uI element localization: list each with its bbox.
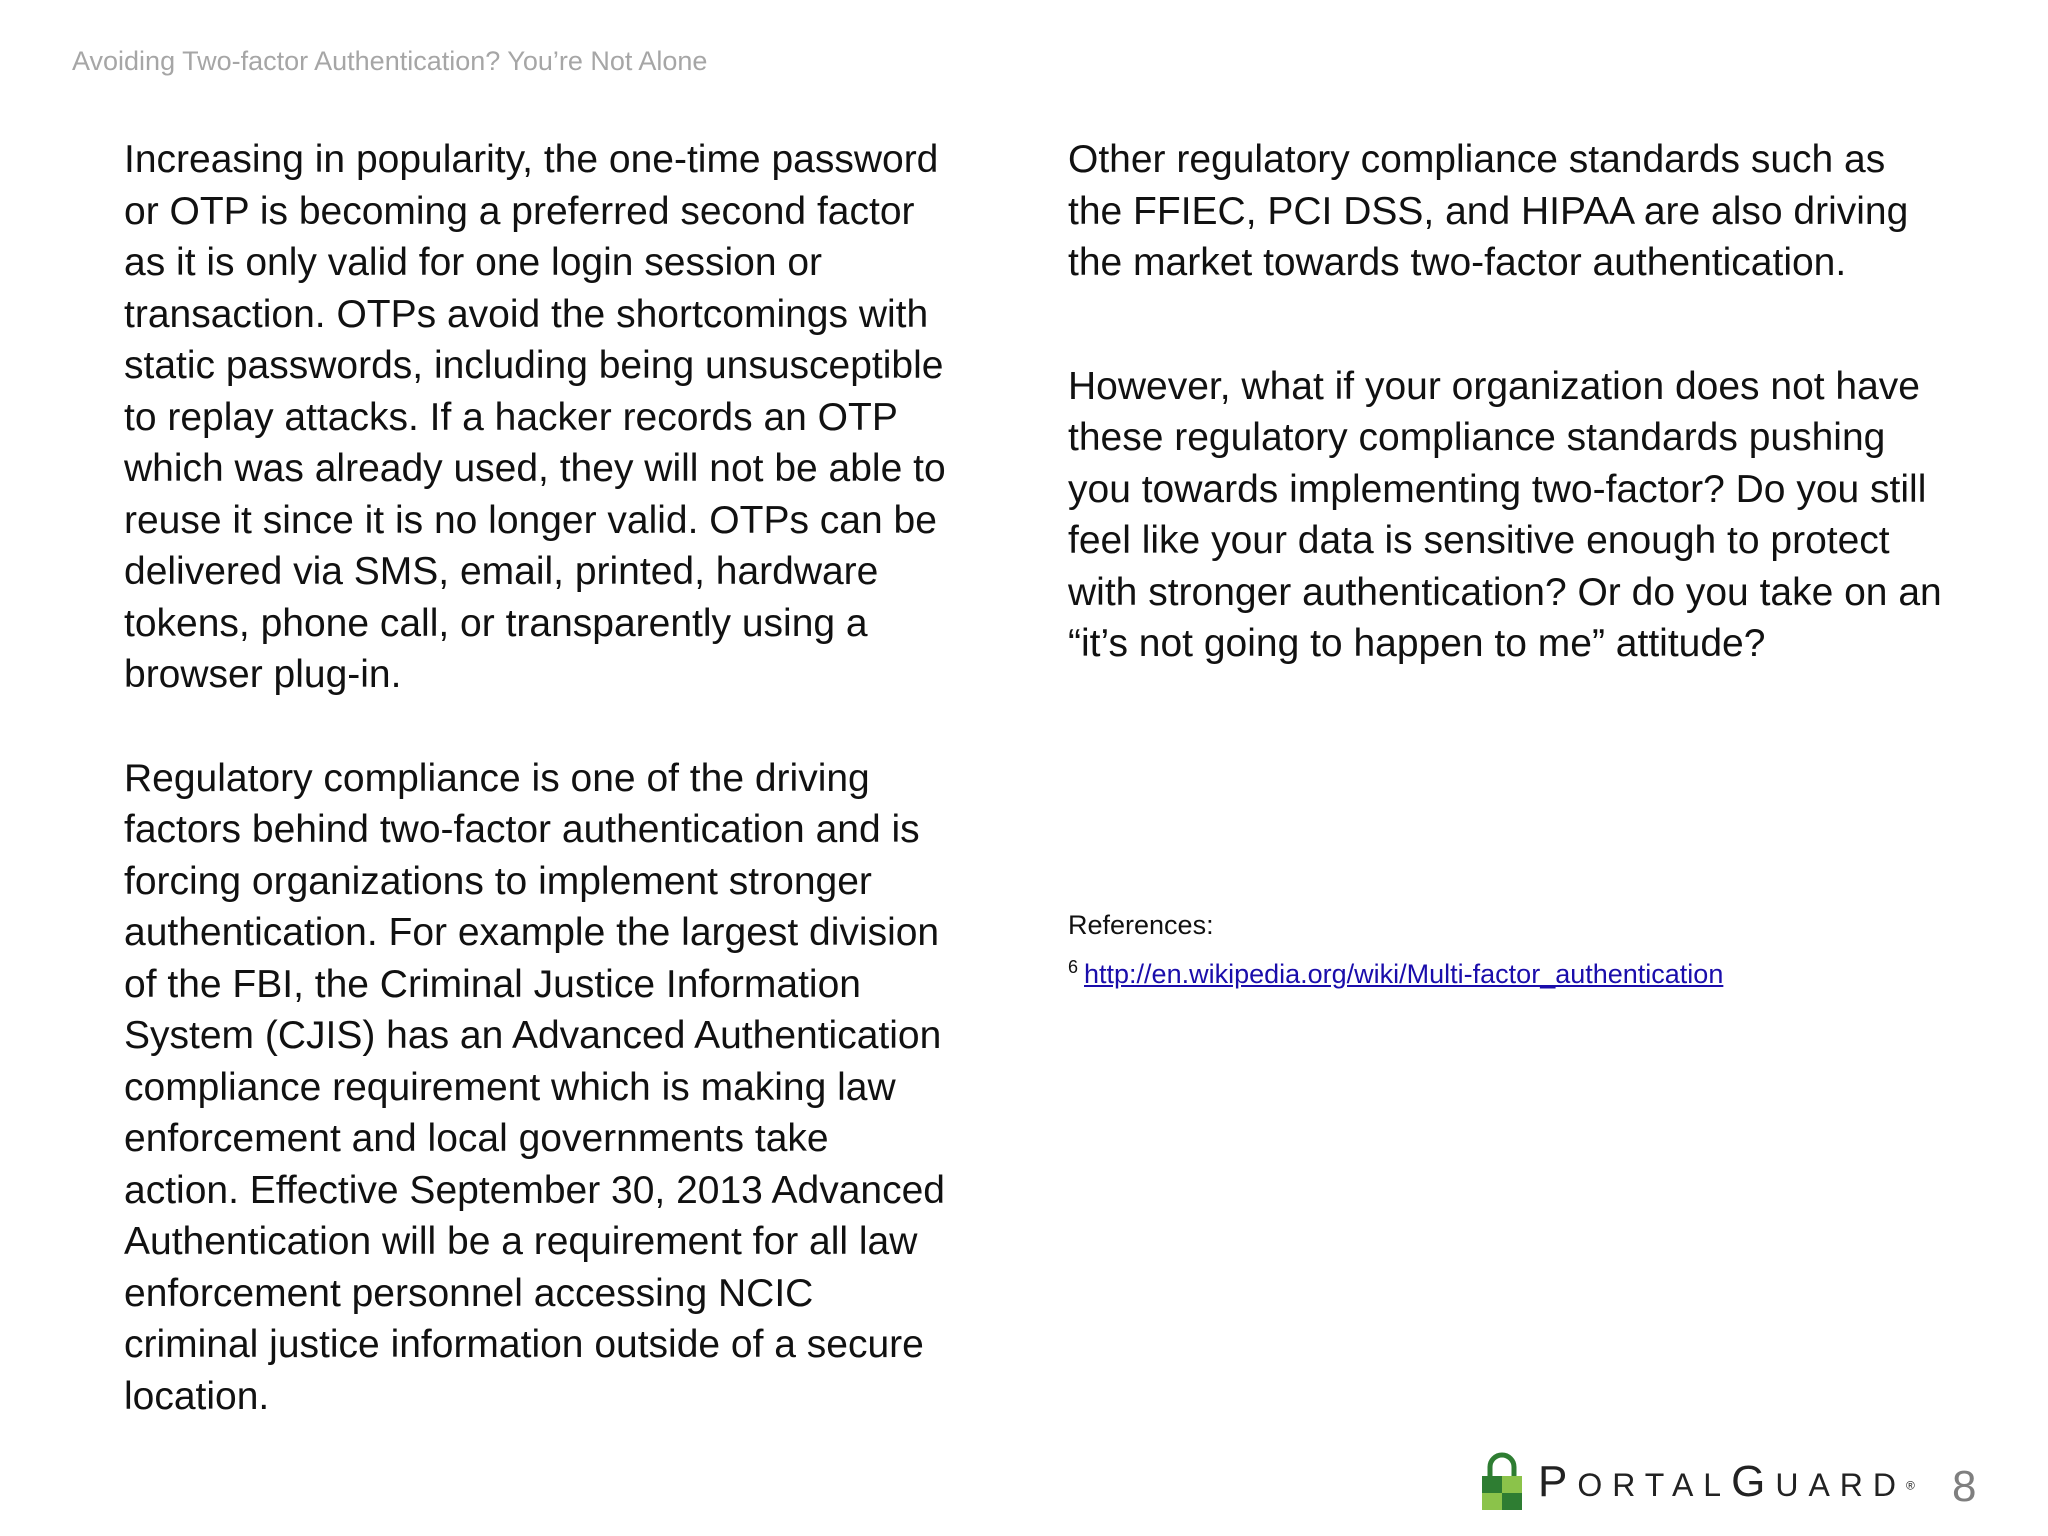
brand-rest-ortal: ORTAL (1577, 1467, 1732, 1503)
brand-rest-uard: UARD (1775, 1467, 1906, 1503)
brand-wordmark (1538, 1457, 1915, 1506)
paragraph-otp: Increasing in popularity, the one-time password or OTP is becoming a preferred second factor as it is only valid for one login session or transaction. OTPs avoid the shortcomings with static passwords, including being unsusceptible to replay attacks. If a hacker records an OTP which was already used, they will not be able to reuse it since it is no longer valid. OTPs can be delivered via SMS, email, printed, hardware tokens, phone call, or transparently using a browser plug-in. (124, 138, 946, 696)
reference-item (1068, 946, 1723, 995)
references-heading: References: (1068, 910, 1214, 940)
brand-initial-p: P (1538, 1457, 1578, 1506)
references-section (1068, 904, 1723, 995)
right-column (1068, 134, 1948, 670)
brand-initial-g: G (1731, 1457, 1776, 1506)
page-number: 8 (1952, 1462, 1977, 1511)
paragraph-regulatory-compliance: Regulatory compliance is one of the driving factors behind two-factor authentication and is forcing organizations to implement stronger authentication. For example the largest division of the FBI, the Criminal Justice Information System (CJIS) has an Advanced Authentication compliance requirement which is making law enforcement and local governments take action. Effective September 30, 2013 Advanced Authentication will be a requirement for all law enforcement personnel accessing NCIC criminal justice information outside of a secure location. (124, 756, 945, 1418)
running-header: Avoiding Two-factor Authentication? You’re Not Alone (72, 46, 708, 76)
registered-mark: ® (1906, 1478, 1915, 1493)
portalguard-logo (1480, 1452, 1915, 1512)
paragraph-other-standards: Other regulatory compliance standards such as the FFIEC, PCI DSS, and HIPAA are also driving the market towards two-factor authentication. (1068, 138, 1909, 284)
left-column (124, 134, 954, 1422)
paragraph-however: However, what if your organization does not have these regulatory compliance standards pushing you towards implementing two-factor? Do you still feel like your data is sensitive enough to protect with stronger authentication? Or do you take on an “it’s not going to happen to me” attitude? (1068, 364, 1942, 665)
reference-link[interactable]: http://en.wikipedia.org/wiki/Multi-factor_authentication (1084, 959, 1724, 989)
padlock-icon (1480, 1452, 1524, 1512)
reference-number: 6 (1068, 957, 1079, 977)
